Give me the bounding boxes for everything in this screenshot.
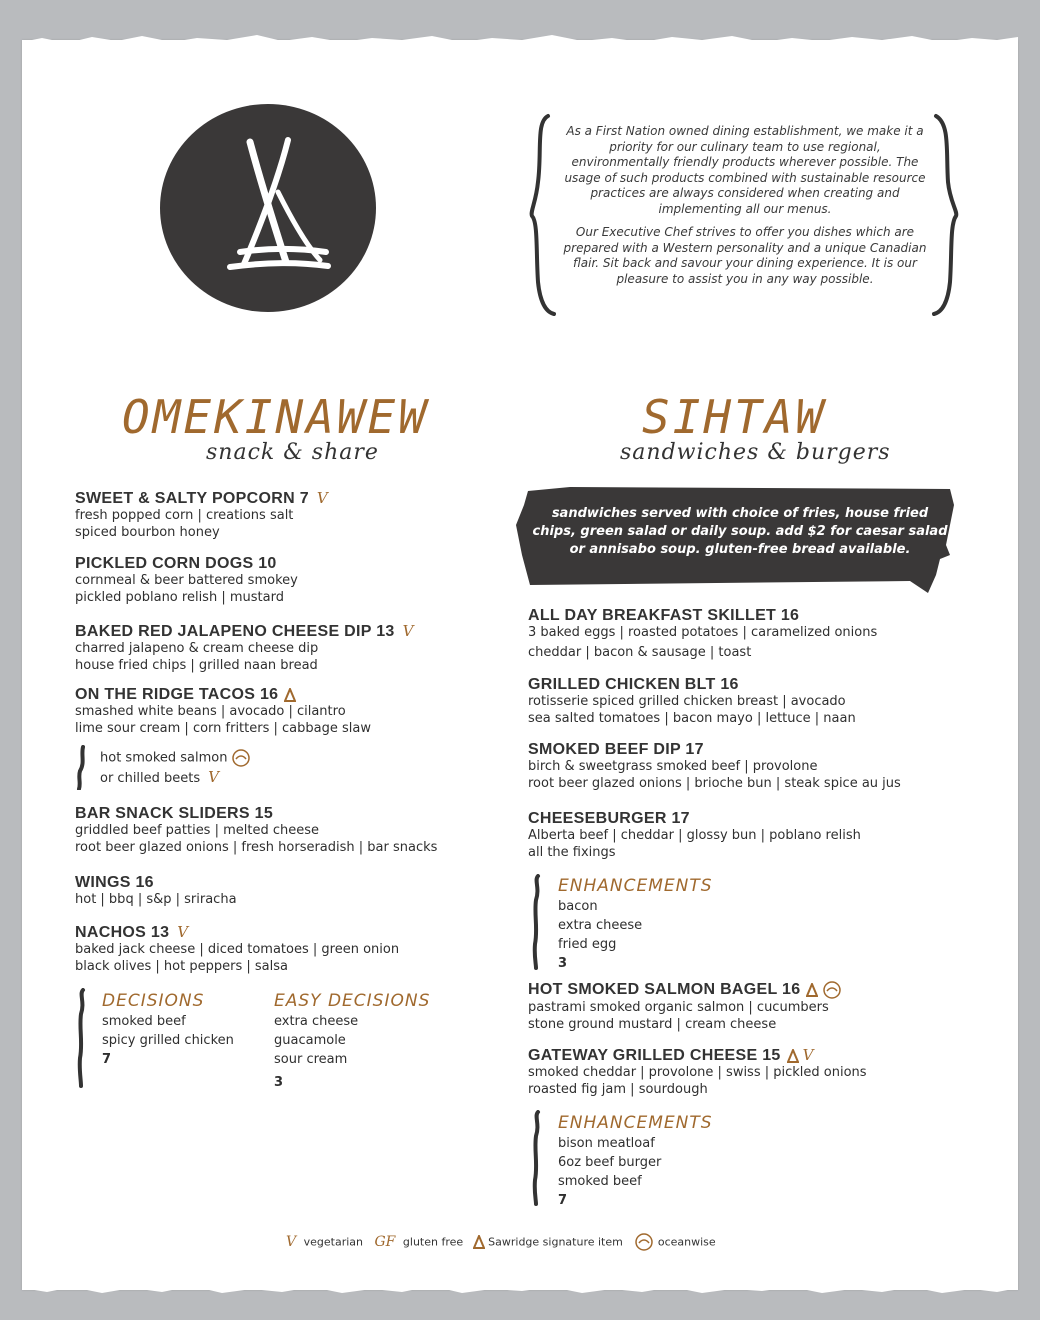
item-desc-line-2: root beer glazed onions | brioche bun | steak spice au jus: [528, 775, 901, 791]
option-salmon: hot smoked salmon: [100, 750, 228, 766]
item-desc-line-1: charred jalapeno & cream cheese dip: [75, 641, 319, 656]
brush-stroke-decisions: [75, 988, 89, 1088]
item-desc-line-1: fresh popped corn | creations salt: [75, 508, 294, 523]
intro-text: [560, 124, 930, 295]
item-desc-line-1: smashed white beans | avocado | cilantro: [75, 704, 346, 719]
item-desc-line-1: baked jack cheese | diced tomatoes | green onion: [75, 942, 400, 957]
signature-item-icon: [806, 983, 818, 997]
enhancements-heading: ENHANCEMENTS: [558, 1113, 713, 1133]
item-name: GATEWAY GRILLED CHEESE 15: [528, 1047, 781, 1064]
signature-item-icon: [473, 1235, 485, 1249]
item-name: CHEESEBURGER 17: [528, 810, 690, 827]
item-name: PICKLED CORN DOGS 10: [75, 555, 277, 572]
brush-stroke-tacos: [75, 745, 89, 790]
item-name: BAKED RED JALAPENO CHEESE DIP 13: [75, 623, 395, 640]
item-name: HOT SMOKED SALMON BAGEL 16: [528, 981, 801, 999]
item-desc-line-2: black olives | hot peppers | salsa: [75, 958, 288, 974]
legend-vegetarian: vegetarian: [303, 1235, 363, 1249]
item-desc-line-1: 3 baked eggs | roasted potatoes | caramelized onions: [528, 625, 878, 640]
item-name: ALL DAY BREAKFAST SKILLET 16: [528, 607, 800, 624]
decision-option: extra cheese: [274, 1014, 359, 1029]
decision-option: sour cream: [274, 1052, 348, 1067]
easy-decisions-price: 3: [274, 1075, 284, 1090]
easy-decisions-list: [274, 990, 430, 1092]
item-name: WINGS 16: [75, 874, 154, 891]
item-desc-line-1: griddled beef patties | melted cheese: [75, 823, 320, 838]
oceanwise-icon: [822, 980, 842, 1000]
restaurant-logo: [158, 102, 378, 314]
item-name: ON THE RIDGE TACOS 16: [75, 686, 279, 703]
menu-item-jalapeno-dip: [75, 622, 414, 674]
option-beets: or chilled beets: [100, 771, 201, 786]
enhancements-price: 3: [558, 956, 568, 971]
enhancement-option: fried egg: [558, 937, 617, 952]
item-desc-line-2: spiced bourbon honey: [75, 524, 220, 540]
decisions-list: [102, 990, 234, 1069]
item-desc-line-1: Alberta beef | cheddar | glossy bun | poblano relish: [528, 828, 861, 843]
item-desc-line-2: sea salted tomatoes | bacon mayo | lettuce | naan: [528, 710, 856, 726]
item-desc-line-2: house fried chips | grilled naan bread: [75, 657, 318, 673]
item-name: SWEET & SALTY POPCORN 7: [75, 490, 309, 507]
enhancement-option: 6oz beef burger: [558, 1155, 662, 1170]
item-desc-line-2: stone ground mustard | cream cheese: [528, 1016, 777, 1032]
menu-item-cheeseburger: [528, 810, 861, 861]
decisions-heading: DECISIONS: [102, 991, 205, 1011]
item-desc-line-1: pastrami smoked organic salmon | cucumbers: [528, 1000, 829, 1015]
menu-item-tacos: [75, 686, 371, 737]
enhancements-heading: ENHANCEMENTS: [558, 876, 713, 896]
menu-item-popcorn: [75, 489, 328, 541]
item-desc-line-2: lime sour cream | corn fritters | cabbage slaw: [75, 720, 371, 736]
signature-item-icon: [787, 1049, 799, 1063]
intro-paragraph-1: As a First Nation owned dining establishment, we make it a priority for our culinary team to use regional, environmentally friendly products wherever possible. The usage of such products combined with sustainable resource practices are always considered when creating and implementing all our menus.: [564, 124, 926, 216]
item-desc-line-1: rotisserie spiced grilled chicken breast | avocado: [528, 694, 846, 709]
item-desc-line-2: root beer glazed onions | fresh horseradish | bar snacks: [75, 839, 438, 855]
brush-stroke-enhancements-2: [530, 1110, 544, 1206]
menu-item-chicken-blt: [528, 676, 856, 727]
enhancements-list-1: [558, 875, 713, 973]
decisions-price: 7: [102, 1052, 112, 1067]
intro-paragraph-2: Our Executive Chef strives to offer you dishes which are prepared with a Western personality and a unique Canadian flair. Sit back and savour your dining experience. It is our pleasure to assist you in any way possible.: [563, 225, 927, 286]
section-title-omekinawew: OMEKINAWEW: [122, 390, 429, 444]
item-desc-line-1: hot | bbq | s&p | sriracha: [75, 892, 237, 907]
legend-signature: Sawridge signature item: [488, 1235, 623, 1249]
signature-item-icon: [284, 688, 296, 702]
enhancements-list-2: [558, 1112, 713, 1210]
enhancements-price: 7: [558, 1193, 568, 1208]
section-subtitle-snack-share: snack & share: [206, 440, 379, 465]
decision-option: smoked beef: [102, 1014, 186, 1029]
gluten-free-mark: GF: [374, 1234, 396, 1250]
item-desc-line-2: cheddar | bacon & sausage | toast: [528, 644, 752, 660]
left-brace-stroke: [528, 112, 558, 318]
menu-item-corn-dogs: [75, 555, 298, 606]
vegetarian-mark: V: [286, 1234, 297, 1250]
section-subtitle-sandwiches-burgers: sandwiches & burgers: [620, 440, 891, 465]
banner-text: sandwiches served with choice of fries, house fried chips, green salad or daily soup. add $2 for caesar salad or annisabo soup. gluten-free bread available.: [532, 506, 948, 557]
vegetarian-mark: V: [208, 768, 219, 786]
item-desc-line-2: roasted fig jam | sourdough: [528, 1081, 708, 1097]
tacos-options: [100, 748, 251, 788]
decision-option: guacamole: [274, 1033, 346, 1048]
item-desc-line-1: smoked cheddar | provolone | swiss | pickled onions: [528, 1065, 867, 1080]
vegetarian-mark: V: [177, 923, 189, 941]
item-desc-line-1: cornmeal & beer battered smokey: [75, 573, 298, 588]
menu-item-salmon-bagel: [528, 980, 842, 1033]
vegetarian-mark: V: [316, 489, 329, 507]
menu-item-sliders: [75, 805, 437, 856]
menu-item-breakfast-skillet: [528, 607, 877, 661]
legend-gluten-free: gluten free: [402, 1235, 464, 1249]
legend: [286, 1232, 716, 1252]
menu-item-beef-dip: [528, 741, 901, 792]
enhancement-option: bison meatloaf: [558, 1136, 655, 1151]
section-title-sihtaw: SIHTAW: [642, 390, 827, 444]
item-desc-line-1: birch & sweetgrass smoked beef | provolone: [528, 759, 818, 774]
oceanwise-icon: [231, 748, 251, 768]
legend-oceanwise: oceanwise: [657, 1235, 716, 1249]
menu-item-grilled-cheese: [528, 1046, 867, 1098]
brush-stroke-enhancements-1: [530, 874, 544, 970]
item-desc-line-2: all the fixings: [528, 844, 616, 860]
menu-item-wings: [75, 874, 237, 909]
item-name: SMOKED BEEF DIP 17: [528, 741, 704, 758]
item-name: GRILLED CHICKEN BLT 16: [528, 676, 739, 693]
enhancement-option: smoked beef: [558, 1174, 642, 1189]
enhancement-option: bacon: [558, 899, 598, 914]
torn-edge-top: [22, 28, 1018, 50]
oceanwise-icon: [634, 1232, 654, 1252]
item-name: NACHOS 13: [75, 924, 170, 941]
easy-decisions-heading: EASY DECISIONS: [274, 991, 431, 1011]
item-desc-line-2: pickled poblano relish | mustard: [75, 589, 284, 605]
decision-option: spicy grilled chicken: [102, 1033, 234, 1048]
vegetarian-mark: V: [402, 622, 414, 640]
menu-item-nachos: [75, 923, 399, 975]
vegetarian-mark: V: [802, 1046, 814, 1064]
item-name: BAR SNACK SLIDERS 15: [75, 805, 274, 822]
torn-edge-bottom: [22, 1280, 1018, 1302]
right-brace-stroke: [930, 112, 960, 318]
enhancement-option: extra cheese: [558, 918, 643, 933]
